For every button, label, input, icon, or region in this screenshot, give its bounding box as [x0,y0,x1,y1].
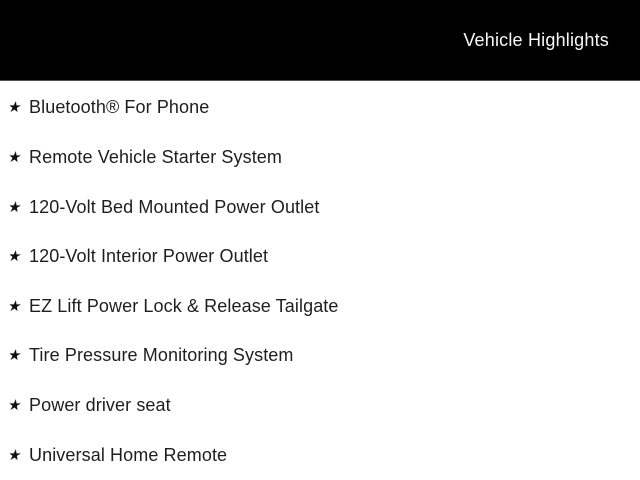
star-icon: ★ [6,198,23,216]
list-item-label: Tire Pressure Monitoring System [29,345,294,366]
star-icon: ★ [6,99,23,117]
star-icon: ★ [6,148,23,166]
list-item-label: Universal Home Remote [29,444,228,465]
list-item [0,232,640,282]
list-item [0,182,640,232]
list-item [0,83,640,133]
page-title: Vehicle Highlights [463,29,609,50]
star-icon: ★ [6,248,23,266]
list-item [0,133,640,183]
list-item [0,282,640,332]
star-icon: ★ [6,397,23,415]
star-icon: ★ [6,297,23,315]
list-item-label: Power driver seat [29,395,171,416]
list-item-label: 120-Volt Bed Mounted Power Outlet [29,196,320,217]
star-icon: ★ [6,347,23,365]
list-item [0,381,640,431]
star-icon: ★ [6,446,23,464]
list-item [0,430,640,480]
list-item-label: Bluetooth® For Phone [29,97,210,118]
list-item [0,331,640,381]
list-item-label: Remote Vehicle Starter System [29,146,283,167]
list-item-label: EZ Lift Power Lock & Release Tailgate [29,295,339,316]
highlights-list [0,81,640,480]
list-item-label: 120-Volt Interior Power Outlet [29,246,269,267]
header-bar [0,0,640,81]
